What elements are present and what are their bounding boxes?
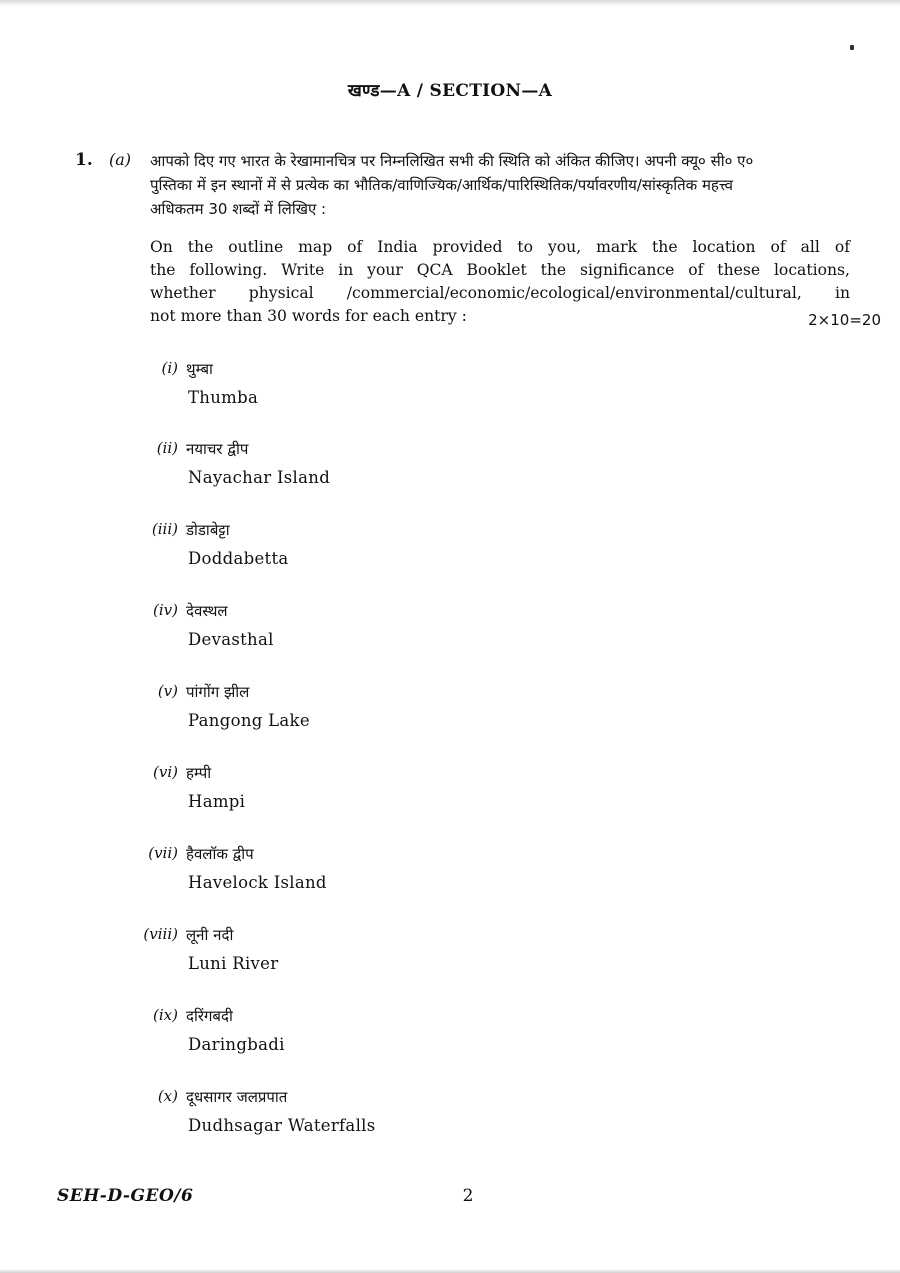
list-item <box>0 925 900 995</box>
question-part: (a) <box>109 150 132 169</box>
item-english-label: Luni River <box>188 954 279 973</box>
section-header: खण्ड—A / SECTION—A <box>347 81 553 101</box>
item-english-label: Pangong Lake <box>188 711 310 730</box>
paper-code: SEH-D-GEO/6 <box>57 1186 194 1206</box>
item-hindi-label: देवस्थल <box>186 602 228 620</box>
item-hindi-label: दूधसागर जलप्रपात <box>186 1088 288 1106</box>
english-line: On the outline map of India provided to you, mark the location of all of <box>150 238 850 256</box>
list-item <box>0 1006 900 1076</box>
item-numeral: (v) <box>157 682 178 700</box>
item-numeral: (ii) <box>156 439 178 457</box>
page-number: 2 <box>462 1186 474 1206</box>
list-item <box>0 1087 900 1157</box>
item-hindi-label: थुम्बा <box>186 360 213 378</box>
item-numeral: (i) <box>161 359 178 377</box>
item-english-label: Havelock Island <box>188 873 327 892</box>
item-english-label: Hampi <box>188 792 246 811</box>
english-line: whether physical /commercial/economic/ecological/environmental/cultural, in <box>150 284 850 302</box>
list-item <box>0 601 900 671</box>
item-hindi-label: नयाचर द्वीप <box>186 440 249 458</box>
item-numeral: (iii) <box>151 520 178 538</box>
item-hindi-label: दरिंगबदी <box>186 1007 233 1025</box>
marks-allocation: 2×10=20 <box>808 311 881 329</box>
item-english-label: Thumba <box>188 388 259 407</box>
list-item <box>0 682 900 752</box>
list-item <box>0 763 900 833</box>
item-hindi-label: हैवलॉक द्वीप <box>186 845 254 863</box>
item-numeral: (viii) <box>143 925 178 943</box>
item-numeral: (vii) <box>148 844 178 862</box>
question-number: 1. <box>75 150 93 170</box>
hindi-line: पुस्तिका में इन स्थानों में से प्रत्येक का भौतिक/वाणिज्यिक/आर्थिक/पारिस्थितिक/पर्यावरणीय/सांस्कृतिक महत्त्व <box>150 176 734 194</box>
list-item <box>0 520 900 590</box>
scan-edge-top <box>0 0 900 6</box>
item-hindi-label: हम्पी <box>186 764 212 782</box>
item-numeral: (x) <box>157 1087 178 1105</box>
list-item <box>0 439 900 509</box>
question-text-english <box>150 236 850 328</box>
scan-edge-bottom <box>0 1269 900 1273</box>
item-english-label: Nayachar Island <box>188 468 331 487</box>
hindi-line: अधिकतम 30 शब्दों में लिखिए : <box>150 200 327 218</box>
item-numeral: (vi) <box>153 763 178 781</box>
scan-speck <box>850 45 854 50</box>
item-english-label: Doddabetta <box>188 549 289 568</box>
item-english-label: Devasthal <box>188 630 274 649</box>
item-hindi-label: लूनी नदी <box>186 926 234 944</box>
item-english-label: Daringbadi <box>188 1035 285 1054</box>
item-numeral: (ix) <box>153 1006 178 1024</box>
hindi-line: आपको दिए गए भारत के रेखामानचित्र पर निम्नलिखित सभी की स्थिति को अंकित कीजिए। अपनी क्यू० सी० ए० <box>150 152 754 170</box>
list-item <box>0 359 900 429</box>
item-english-label: Dudhsagar Waterfalls <box>188 1116 376 1135</box>
item-numeral: (iv) <box>153 601 178 619</box>
question-text-hindi <box>150 149 850 221</box>
item-hindi-label: पांगोंग झील <box>186 683 250 701</box>
english-line: not more than 30 words for each entry : <box>150 307 467 325</box>
item-hindi-label: डोडाबेट्टा <box>186 521 230 539</box>
list-item <box>0 844 900 914</box>
english-line: the following. Write in your QCA Booklet the significance of these locations, <box>150 261 850 279</box>
